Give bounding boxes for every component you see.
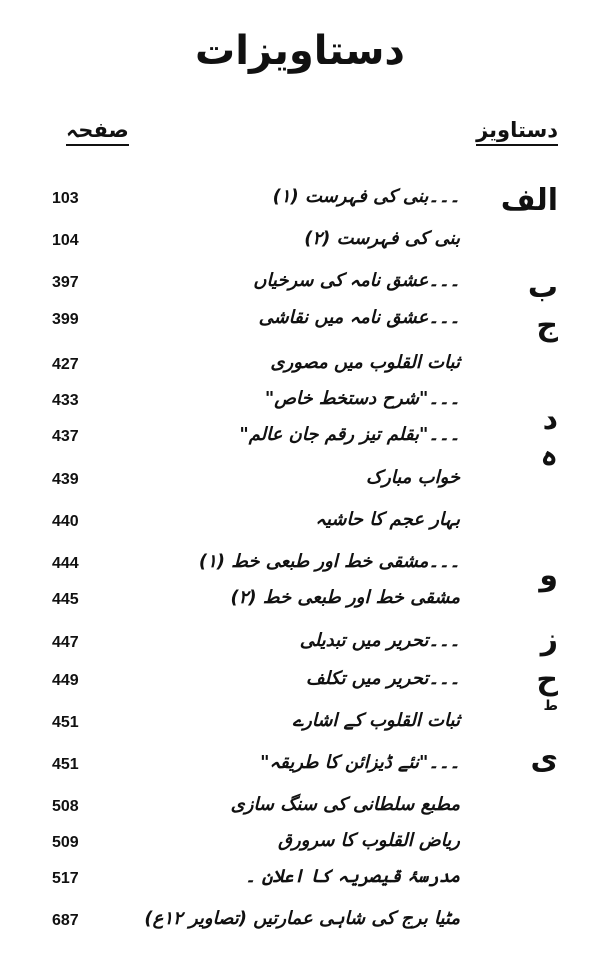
entry-title: ۔۔۔تحریر میں تبدیلی bbox=[299, 630, 460, 651]
page-title: دستاویزات bbox=[195, 28, 405, 74]
list-item bbox=[0, 630, 600, 660]
section-mark-t: ط bbox=[543, 698, 558, 714]
page-number: 451 bbox=[52, 714, 79, 731]
page-number: 104 bbox=[52, 232, 79, 249]
entry-title: ریاض القلوب کا سرورق bbox=[278, 830, 460, 851]
section-mark-d: د bbox=[542, 402, 558, 437]
entry-title: ۔۔۔"شرح دستخط خاص" bbox=[264, 388, 460, 409]
entry-title: ثبات القلوب میں مصوری bbox=[270, 352, 460, 373]
page-number: 427 bbox=[52, 356, 79, 373]
page-number: 687 bbox=[52, 912, 79, 929]
entry-title: ۔۔۔"بقلم تیز رقم جان عالم" bbox=[239, 424, 460, 445]
entry-title: ۔۔۔عشق نامہ کی سرخیاں bbox=[253, 270, 460, 291]
list-item bbox=[0, 752, 600, 782]
list-item bbox=[0, 830, 600, 860]
page-number: 103 bbox=[52, 190, 79, 207]
section-mark-w: و bbox=[539, 558, 558, 593]
entry-title: مٹیا برج کی شاہی عمارتیں (تصاویر ۱۲ع) bbox=[144, 908, 460, 929]
list-item bbox=[0, 908, 600, 938]
entry-title: بنی کی فہرست (۲) bbox=[304, 228, 460, 249]
entry-title: مدرسۂ قیصریہ کا اعلان ۔ bbox=[245, 866, 460, 887]
page-number: 451 bbox=[52, 756, 79, 773]
section-mark-z: ز bbox=[540, 622, 558, 657]
page-number: 433 bbox=[52, 392, 79, 409]
page-number: 399 bbox=[52, 311, 79, 328]
section-mark-h: ہ bbox=[540, 438, 558, 473]
list-item bbox=[0, 509, 600, 539]
section-mark-y: ی bbox=[530, 742, 558, 777]
page-number: 437 bbox=[52, 428, 79, 445]
entry-title: ۔۔۔"نئے ڈیزائن کا طریقہ" bbox=[260, 752, 460, 773]
page-number: 440 bbox=[52, 513, 79, 530]
entry-title: خواب مبارک bbox=[366, 467, 460, 488]
entry-title: مطبع سلطانی کی سنگ سازی bbox=[230, 794, 460, 815]
page-number: 439 bbox=[52, 471, 79, 488]
entry-title: ۔۔۔بنی کی فہرست (۱) bbox=[272, 186, 460, 207]
page-number: 449 bbox=[52, 672, 79, 689]
list-item bbox=[0, 424, 600, 454]
section-mark-alif: الف bbox=[500, 183, 558, 218]
list-item bbox=[0, 794, 600, 824]
list-item bbox=[0, 388, 600, 418]
page-number: 445 bbox=[52, 591, 79, 608]
entry-title: مشقی خط اور طبعی خط (۲) bbox=[230, 587, 460, 608]
list-item bbox=[0, 228, 600, 258]
entry-title: بہار عجم کا حاشیہ bbox=[315, 509, 460, 530]
page-number: 509 bbox=[52, 834, 79, 851]
list-item bbox=[0, 668, 600, 698]
page-number: 517 bbox=[52, 870, 79, 887]
column-header-page: صفحہ bbox=[66, 118, 129, 146]
list-item bbox=[0, 270, 600, 300]
list-item bbox=[0, 551, 600, 581]
entry-title: ۔۔۔مشقی خط اور طبعی خط (۱) bbox=[198, 551, 460, 572]
entry-title: ثبات القلوب کے اشارے bbox=[292, 710, 460, 731]
section-mark-b: ب bbox=[527, 270, 558, 305]
section-mark-j: ج bbox=[536, 308, 558, 343]
page-number: 444 bbox=[52, 555, 79, 572]
list-item bbox=[0, 866, 600, 896]
page-number: 447 bbox=[52, 634, 79, 651]
page-number: 508 bbox=[52, 798, 79, 815]
list-item bbox=[0, 352, 600, 382]
page-number: 397 bbox=[52, 274, 79, 291]
list-item bbox=[0, 467, 600, 497]
entry-title: ۔۔۔عشق نامہ میں نقاشی bbox=[258, 307, 460, 328]
column-header-documents: دستاویز bbox=[476, 118, 558, 146]
list-item bbox=[0, 710, 600, 740]
list-item bbox=[0, 186, 600, 216]
section-mark-hh: ح bbox=[536, 662, 558, 697]
entry-title: ۔۔۔تحریر میں تکلف bbox=[306, 668, 460, 689]
list-item bbox=[0, 307, 600, 337]
list-item bbox=[0, 587, 600, 617]
